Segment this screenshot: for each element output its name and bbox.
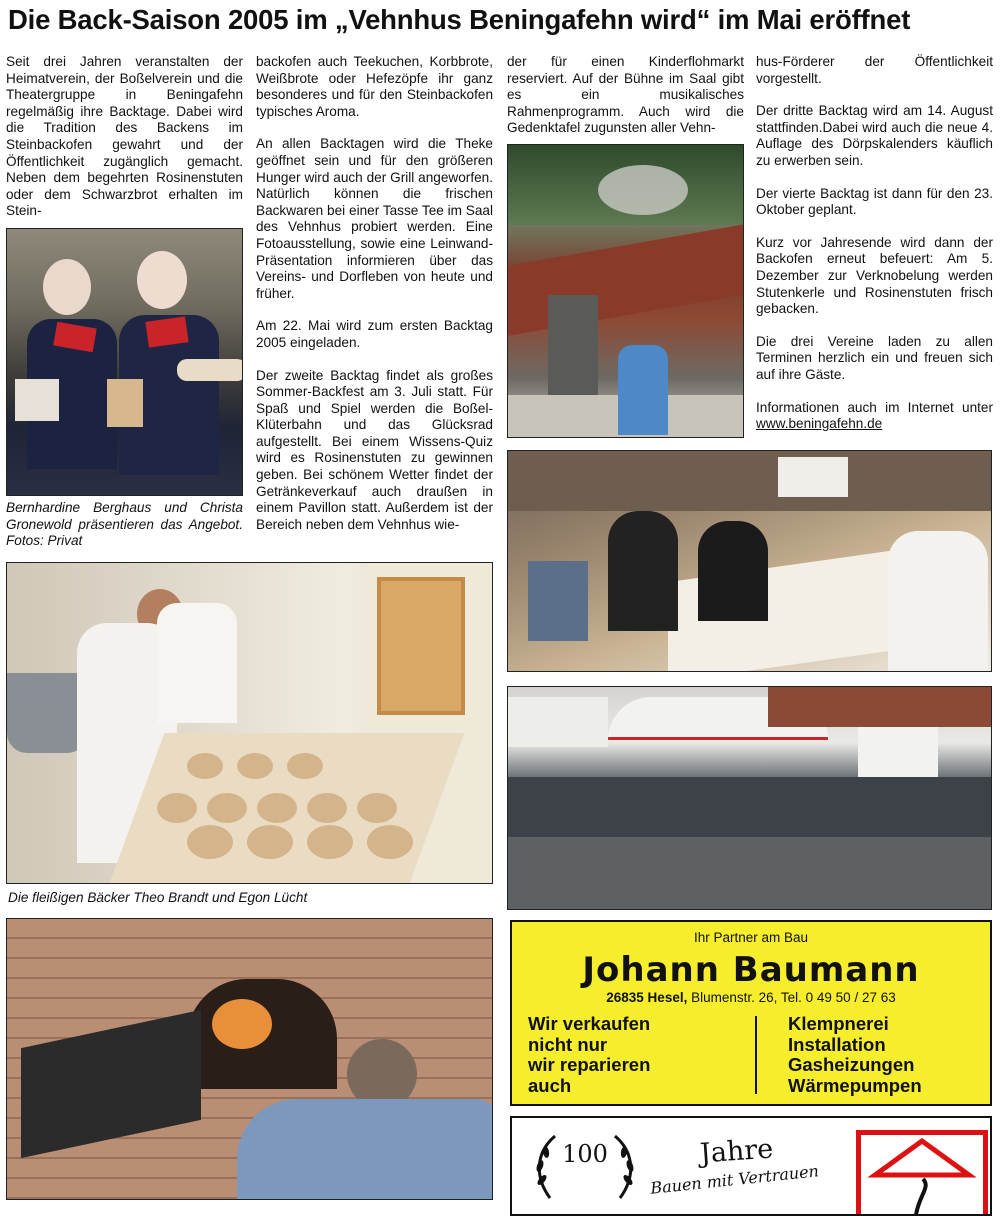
photo-oven xyxy=(6,918,493,1200)
jubilee-number: 100 xyxy=(562,1140,608,1168)
ad-tagline: Ihr Partner am Bau xyxy=(693,930,809,945)
paragraph: backofen auch Teekuchen, Korbbrote, Weißbrote oder Hefezöpfe ihr ganz besonderes und für den Steinbackofen typisches Aroma. xyxy=(256,54,493,119)
house-logo-icon xyxy=(856,1130,988,1216)
photo-bakehouse xyxy=(507,144,744,438)
headline: Die Back-Saison 2005 im „Vehnhus Beningafehn wird“ im Mai eröffnet xyxy=(8,4,911,35)
jubilee-slogan: Bauen mit Vertrauen xyxy=(649,1161,820,1198)
ad-services: Klempnerei Installation Gasheizungen Wärmepumpen xyxy=(788,1013,922,1096)
ad-address: 26835 Hesel, Blumenstr. 26, Tel. 0 49 50 / 27 63 xyxy=(606,990,896,1005)
paragraph: Der vierte Backtag ist dann für den 23. Oktober geplant. xyxy=(756,185,993,218)
ad-jubilee xyxy=(510,1116,992,1216)
column-1 xyxy=(6,54,243,220)
paragraph: hus-Förderer der Öffentlichkeit vorgestellt. xyxy=(756,54,993,86)
ad-divider xyxy=(755,1016,757,1094)
paragraph: der für einen Kinderflohmarkt reserviert. Auf der Bühne im Saal gibt es ein musikalisches Rahmenprogramm. Auch wird die Gedenktafel zugunsten aller Vehn- xyxy=(507,54,744,136)
paragraph: Seit drei Jahren veranstalten der Heimatverein, der Boßelverein und die Theatergruppe in Beningafehn regelmäßig ihre Backtage. Dabei wird die Tradition des Backens im Steinbackofen gewahrt und der Öffentlichkeit zugänglich gemacht. Neben dem begehrten Rosinenstuten oder dem Schwarzbrot erhalten im Stein- xyxy=(6,54,243,219)
column-3 xyxy=(507,54,744,137)
ad-company-name: Johann Baumann xyxy=(582,950,920,990)
photo-festival xyxy=(507,686,992,910)
ad-left-slogan: Wir verkaufen nicht nur wir reparieren auch xyxy=(528,1013,651,1096)
internet-text: Informationen auch im Internet unter xyxy=(756,399,993,415)
paragraph: Die drei Vereine laden zu allen Terminen herzlich ein und freuen sich auf ihre Gäste. xyxy=(756,333,993,382)
paragraph: Kurz vor Jahresende wird dann der Backofen erneut befeuert: Am 5. Dezember zur Verknobelung werden Stutenkerle und Rosinenstuten frisch gebacken. xyxy=(756,234,993,317)
column-2 xyxy=(256,54,493,533)
paragraph: Der zweite Backtag findet als großes Sommer-Backfest am 3. Juli statt. Für Spaß und Spiel werden die Boßel-Klüterbahn und das Glücksrad aufgestellt. Bei einem Wissens-Quiz wird es Rosinenstuten zu gewinnen geben. Bei schönem Wetter findet der Getränkeverkauf auch draußen in einem Pavillon statt. Außerdem ist der Bereich neben dem Vehnhus wie- xyxy=(256,367,493,532)
paragraph xyxy=(756,400,993,433)
photo-bakers xyxy=(6,562,493,884)
caption-women: Bernhardine Berghaus und Christa Gronewold präsentieren das Angebot. Fotos: Privat xyxy=(6,500,243,549)
jubilee-jahre: Jahre xyxy=(699,1133,775,1170)
photo-women-with-bread xyxy=(6,228,243,496)
column-4 xyxy=(756,54,993,433)
caption-bakers: Die fleißigen Bäcker Theo Brandt und Egon Lücht xyxy=(8,890,308,905)
paragraph: Am 22. Mai wird zum ersten Backtag 2005 eingeladen. xyxy=(256,318,493,350)
paragraph: An allen Backtagen wird die Theke geöffnet sein und für den größeren Hunger wird auch der Grill angeworfen. Natürlich können die frischen Backwaren bei einer Tasse Tee im Saal des Vehnhus probiert werden. Eine Fotoausstellung, sowie eine Leinwand-Präsentation informieren über das Vereins- und Dorfleben von heute und früher. xyxy=(256,136,493,301)
website-link[interactable]: www.beningafehn.de xyxy=(756,416,883,432)
paragraph: Der dritte Backtag wird am 14. August stattfinden.Dabei wird auch die neue 4. Auflage des Dörpskalenders käuflich zu erwerben sein. xyxy=(756,103,993,168)
photo-hall-visitors xyxy=(507,450,992,672)
ad-johann-baumann xyxy=(510,920,992,1106)
